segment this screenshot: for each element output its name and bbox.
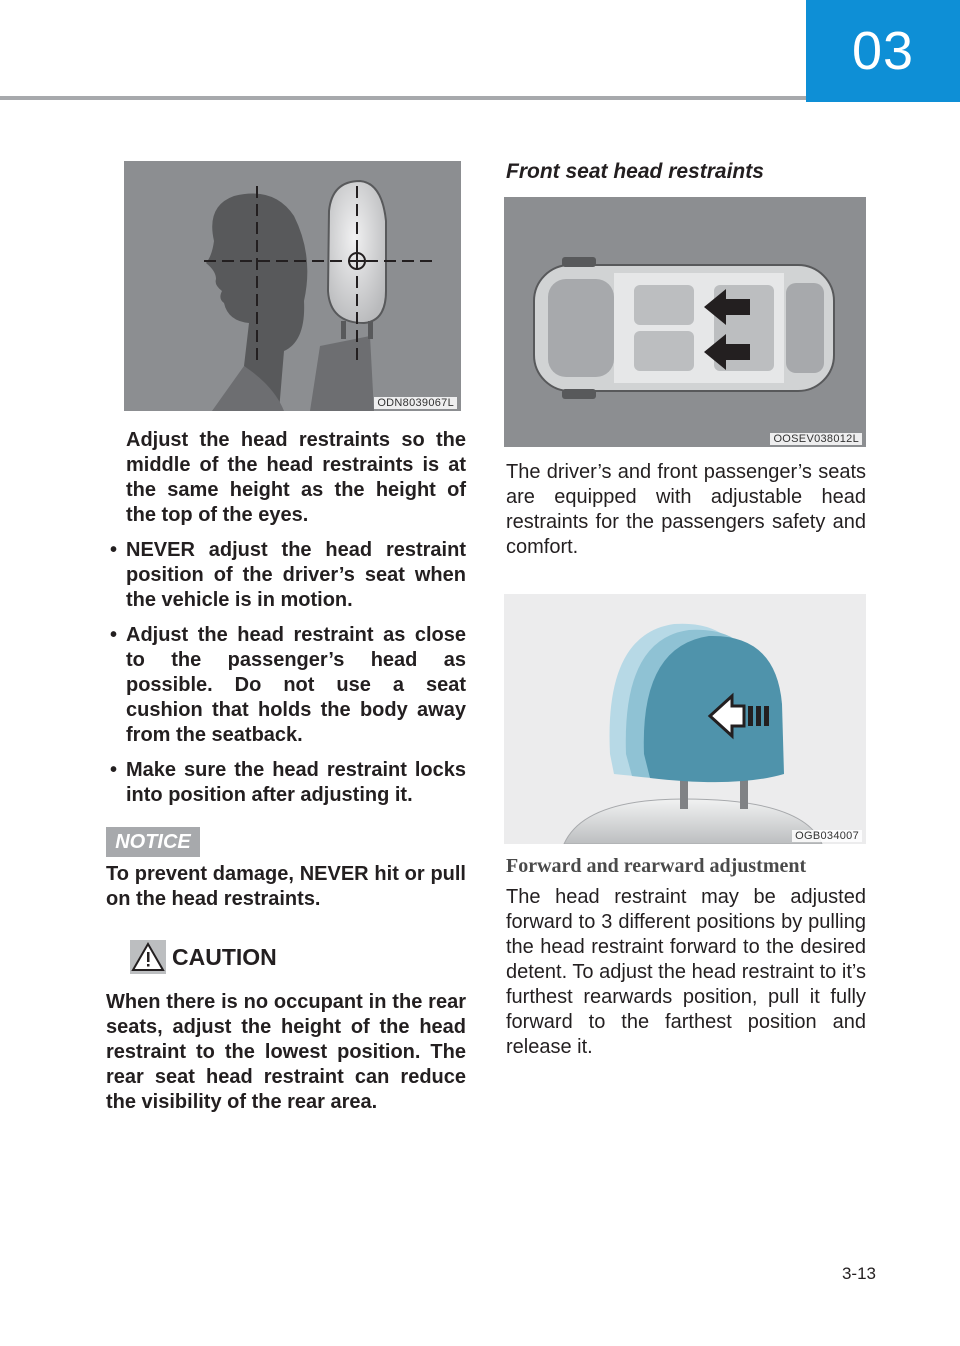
head-restraint-alignment-figure xyxy=(124,161,461,411)
figure-code: ODN8039067L xyxy=(374,397,457,409)
header-rule xyxy=(0,96,806,100)
intro-paragraph xyxy=(126,428,466,528)
figure-code: OOSEV038012L xyxy=(770,433,862,445)
intro-text: Adjust the head restraints so the middle of the head restraints is at the same height as the height of the top of the eyes. xyxy=(126,429,466,526)
notice-paragraph xyxy=(106,862,466,912)
figure-code: OGB034007 xyxy=(792,830,862,842)
body-paragraph xyxy=(506,460,866,560)
caution-paragraph xyxy=(106,990,466,1115)
bullet-text: NEVER adjust the head restraint position of the driver’s seat when the vehicle is in motion. xyxy=(126,539,466,611)
head-profile-illustration xyxy=(124,161,461,411)
subheading: Forward and rearward adjustment xyxy=(506,855,807,877)
bullet-text: Make sure the head restraint locks into position after adjusting it. xyxy=(126,759,466,806)
bullet-item: • NEVER adjust the head restraint position of the driver’s seat when the vehicle is in motion. xyxy=(110,539,466,611)
bullet-item: • Adjust the head restraint as close to the passenger’s head as possible. Do not use a seat cushion that holds the body away from the seatback. xyxy=(110,624,466,746)
vehicle-top-view-figure xyxy=(504,197,866,447)
page-number: 3-13 xyxy=(841,1264,876,1283)
caution-header xyxy=(130,940,277,974)
head-restraint-adjust-illustration xyxy=(504,594,866,844)
adjust-text: The head restraint may be adjusted forward to 3 different positions by pulling the head restraint forward to the desired detent. To adjust the head restraint to it’s furthest rearwards position, pull it fully forward to the farthest position and release it. xyxy=(506,886,866,1058)
caution-label: CAUTION xyxy=(172,943,277,970)
bullet-list xyxy=(106,538,466,818)
bullet-text: Adjust the head restraint as close to the passenger’s head as possible. Do not use a seat cushion that holds the body away from the seatback. xyxy=(126,624,466,746)
head-restraint-adjust-figure xyxy=(504,594,866,844)
bullet-item: • Make sure the head restraint locks into position after adjusting it. xyxy=(110,759,466,806)
warning-triangle-icon xyxy=(130,940,166,974)
caution-text: When there is no occupant in the rear seats, adjust the height of the head restraint to the lowest position. The rear seat head restraint can reduce the visibility of the rear area. xyxy=(106,991,466,1113)
body-text: The driver’s and front passenger’s seats are equipped with adjustable head restraints for the passengers safety and comfort. xyxy=(506,461,866,558)
section-title: Front seat head restraints xyxy=(506,160,764,183)
notice-label: NOTICE xyxy=(115,830,191,853)
notice-text: To prevent damage, NEVER hit or pull on the head restraints. xyxy=(106,863,466,910)
notice-badge xyxy=(106,827,200,857)
vehicle-top-view-illustration xyxy=(504,197,866,447)
chapter-tab xyxy=(806,0,960,102)
chapter-number: 03 xyxy=(851,21,915,81)
adjust-paragraph xyxy=(506,885,866,1060)
